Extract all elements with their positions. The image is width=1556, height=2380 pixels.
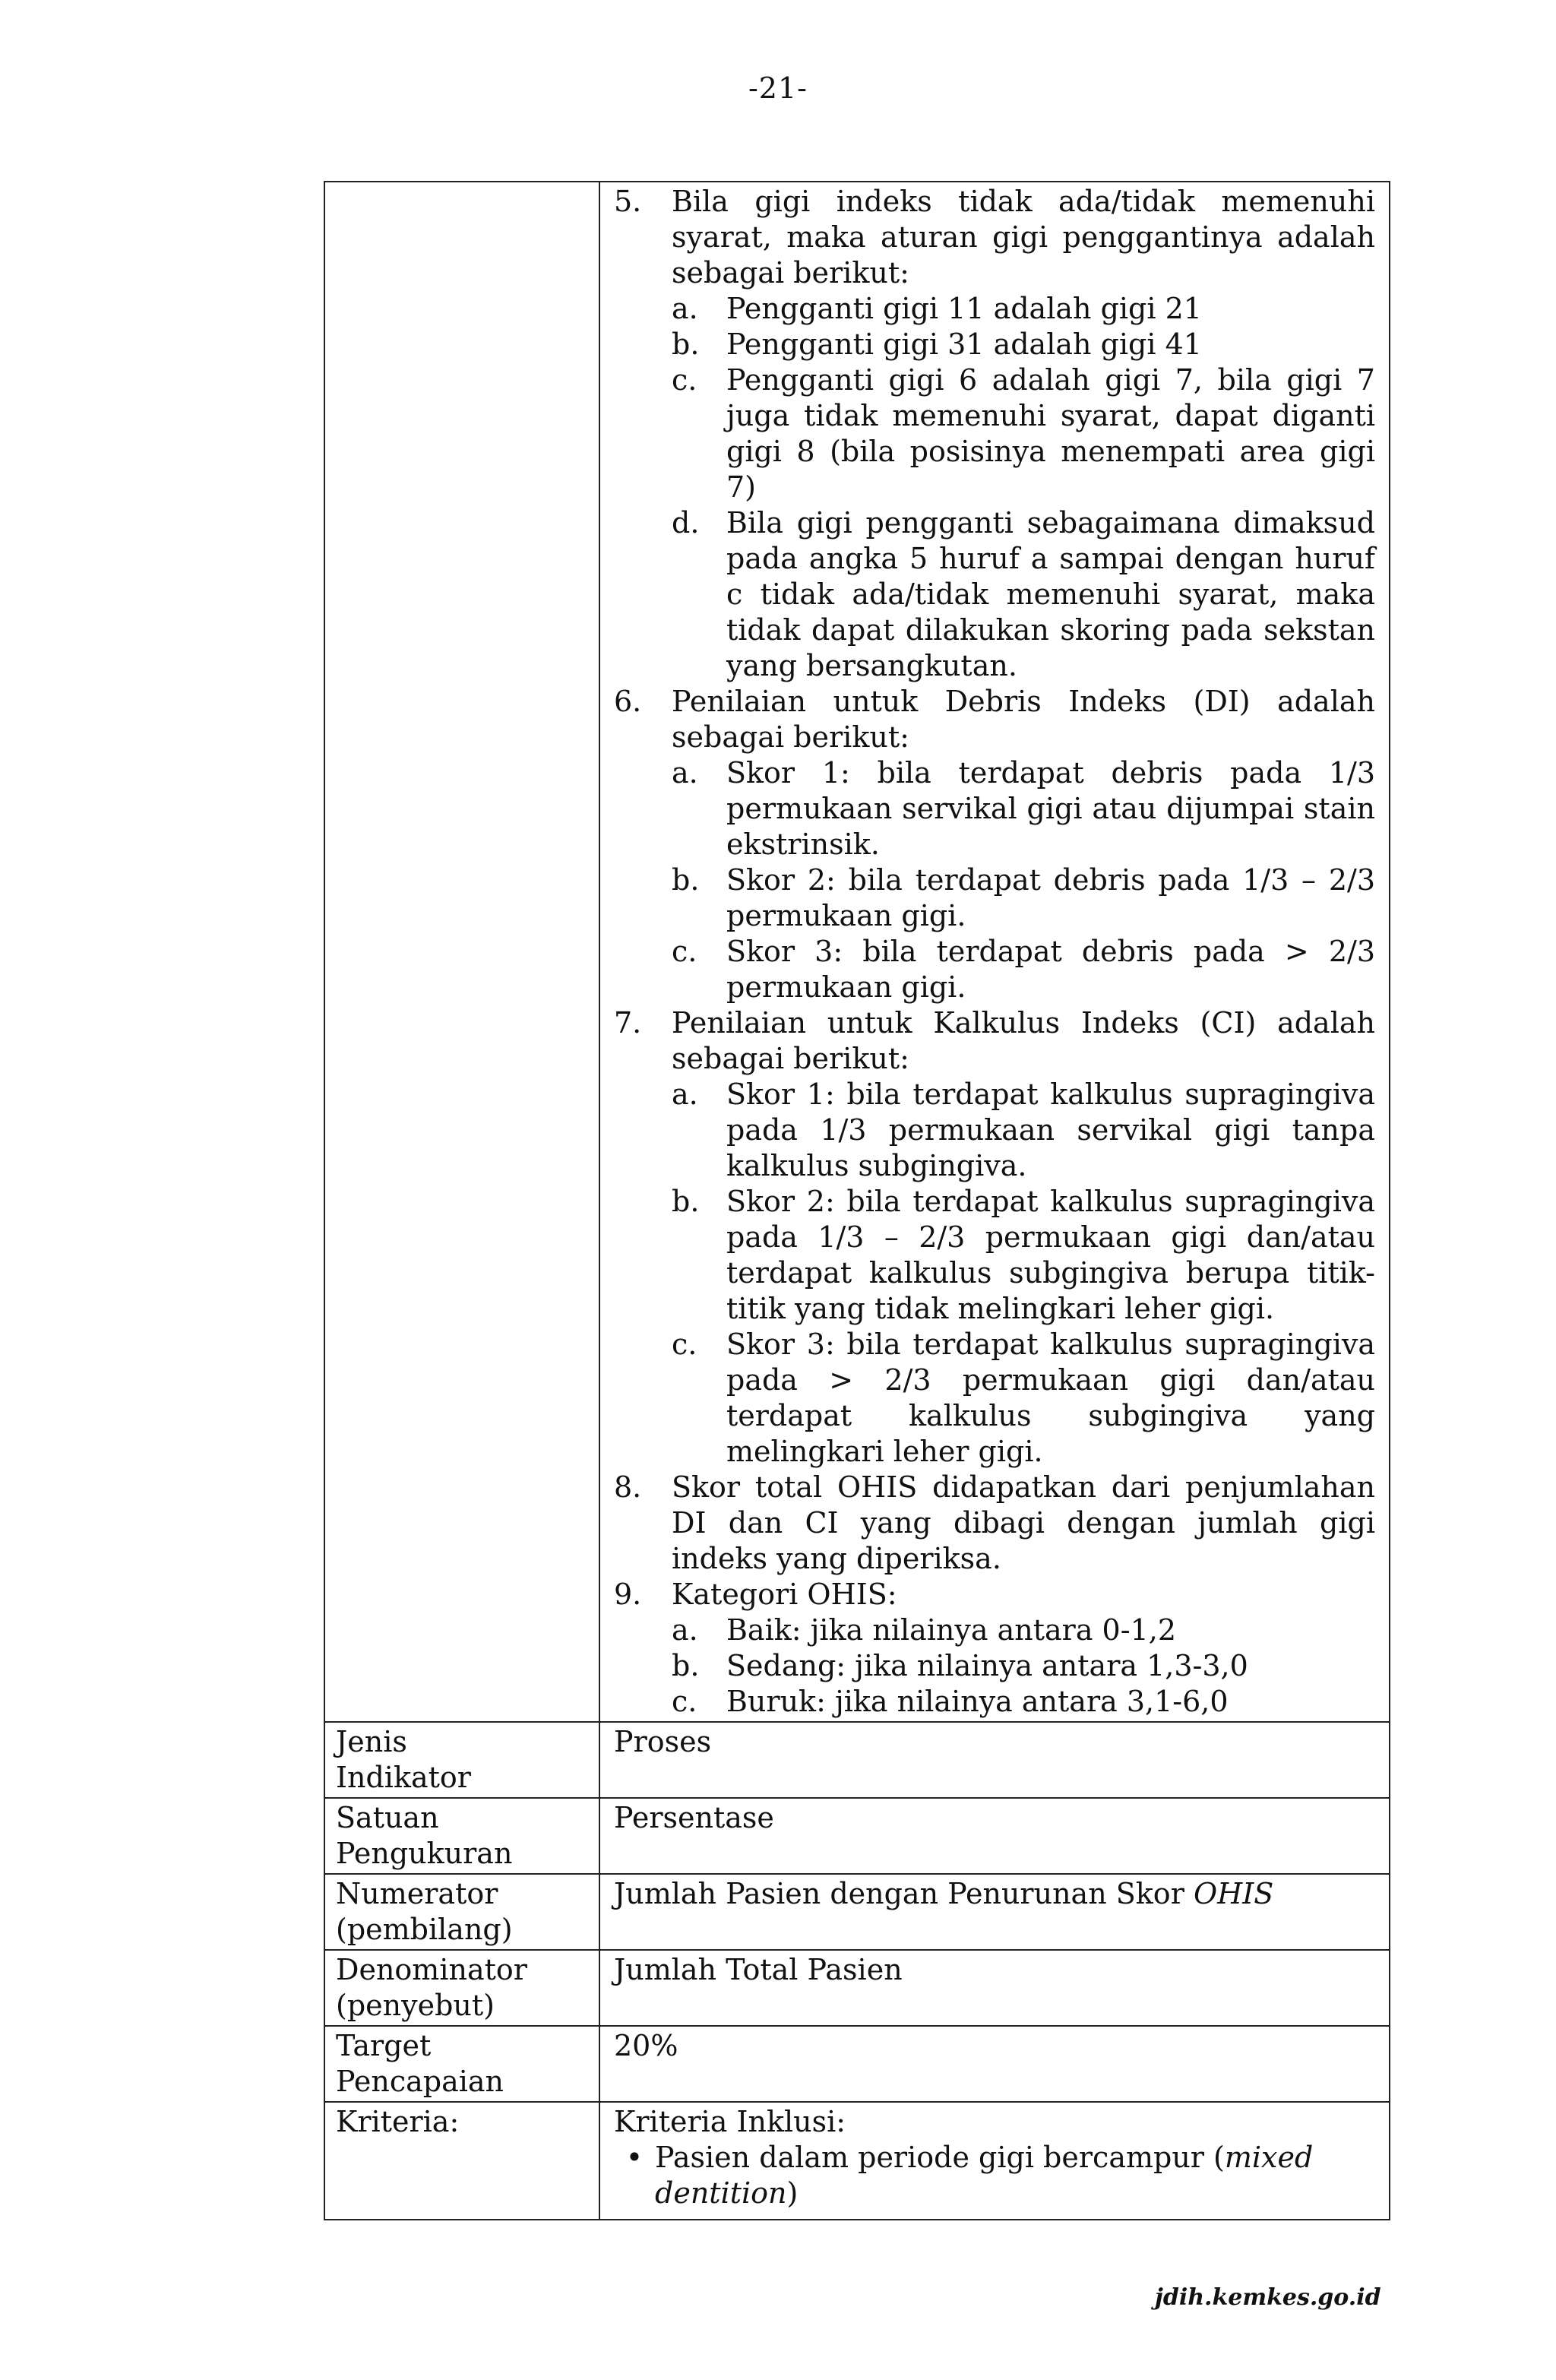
sub-item-text: Skor 1: bila terdapat debris pada 1/3 permukaan servikal gigi atau dijumpai stain ekstrinsik.	[726, 756, 1375, 861]
label-line: (penyebut)	[336, 1989, 495, 2022]
bullet-text-plain: Pasien dalam periode gigi bercampur (	[655, 2141, 1225, 2174]
item-text: Kategori OHIS:	[672, 1578, 897, 1611]
row-value	[599, 2102, 1390, 2220]
indicator-table	[324, 181, 1390, 2220]
sub-item	[672, 1613, 1375, 1648]
sub-item	[672, 362, 1375, 505]
sub-item	[672, 1327, 1375, 1470]
table-row-denominator	[324, 1950, 1390, 2026]
numerator-text: Jumlah Pasien dengan Penurunan Skor	[614, 1877, 1194, 1910]
item-text: Bila gigi indeks tidak ada/tidak memenuhi syarat, maka aturan gigi penggantinya adalah sebagai berikut:	[672, 185, 1375, 290]
row-label	[324, 1950, 599, 2026]
table-row-satuan	[324, 1798, 1390, 1874]
sub-item-text: Bila gigi pengganti sebagaimana dimaksud pada angka 5 huruf a sampai dengan huruf c tidak ada/tidak memenuhi syarat, maka tidak dapat dilakukan skoring pada sekstan yang bersangkutan.	[726, 506, 1375, 682]
footer-link[interactable]: jdih.kemkes.go.id	[1155, 2284, 1381, 2311]
table-row-numerator	[324, 1874, 1390, 1950]
list-item	[614, 184, 1375, 684]
sub-item-text: Skor 3: bila terdapat debris pada > 2/3 permukaan gigi.	[726, 935, 1375, 1004]
sub-item-text: Skor 2: bila terdapat kalkulus supragingiva pada 1/3 – 2/3 permukaan gigi dan/atau terdapat kalkulus subgingiva berupa titik-titik yang tidak melingkari leher gigi.	[726, 1185, 1375, 1325]
sub-item-letter: b.	[672, 1185, 700, 1218]
sub-item-text: Pengganti gigi 31 adalah gigi 41	[726, 328, 1202, 361]
sub-item-text: Skor 2: bila terdapat debris pada 1/3 – 2/3 permukaan gigi.	[726, 863, 1375, 932]
sub-item	[672, 327, 1375, 362]
sub-item-letter: a.	[672, 1613, 698, 1647]
row-value: Proses	[599, 1722, 1390, 1798]
sub-item-letter: c.	[672, 1328, 697, 1361]
sub-item-text: Buruk: jika nilainya antara 3,1-6,0	[726, 1685, 1229, 1718]
label-line: Target	[336, 2029, 432, 2062]
sub-item-letter: a.	[672, 756, 698, 790]
row-value: Jumlah Total Pasien	[599, 1950, 1390, 2026]
sub-item-letter: b.	[672, 328, 700, 361]
row-label: Kriteria:	[324, 2102, 599, 2220]
bullet-text-italic: mixed dentition	[655, 2141, 1314, 2210]
sub-item-text: Pengganti gigi 11 adalah gigi 21	[726, 292, 1202, 325]
sub-item	[672, 755, 1375, 862]
item-text: Skor total OHIS didapatkan dari penjumlahan DI dan CI yang dibagi dengan jumlah gigi indeks yang diperiksa.	[672, 1470, 1375, 1575]
page-number: -21-	[748, 71, 808, 105]
label-line: Jenis	[336, 1725, 407, 1758]
numerator-italic: OHIS	[1193, 1877, 1274, 1910]
item-body	[672, 184, 1375, 684]
sub-item-letter: a.	[672, 292, 698, 325]
sub-item-text: Skor 3: bila terdapat kalkulus supragingiva pada > 2/3 permukaan gigi dan/atau terdapat kalkulus subgingiva yang melingkari leher gigi.	[726, 1328, 1375, 1468]
sub-item	[672, 1684, 1375, 1720]
row-value	[599, 1874, 1390, 1950]
item-body	[672, 684, 1375, 1005]
sub-item	[672, 1648, 1375, 1684]
continuation-row	[324, 182, 1390, 1722]
sub-item	[672, 1184, 1375, 1327]
row-label	[324, 1798, 599, 1874]
list-item	[614, 1470, 1375, 1577]
list-item	[614, 684, 1375, 1005]
table-row-target	[324, 2026, 1390, 2102]
sub-item-text: Pengganti gigi 6 adalah gigi 7, bila gigi 7 juga tidak memenuhi syarat, dapat diganti gigi 8 (bila posisinya menempati area gigi 7)	[726, 363, 1375, 504]
list-item	[614, 2140, 1375, 2211]
item-number: 9.	[614, 1578, 642, 1611]
bullet-icon: •	[625, 2141, 644, 2174]
table-row-jenis	[324, 1722, 1390, 1798]
sub-item-letter: c.	[672, 363, 697, 397]
label-line: Pengukuran	[336, 1837, 513, 1870]
list-item	[614, 1005, 1375, 1470]
label-line: Satuan	[336, 1801, 439, 1834]
item-number: 6.	[614, 685, 642, 718]
sub-item-letter: b.	[672, 1649, 700, 1682]
row-value: 20%	[599, 2026, 1390, 2102]
empty-label-cell	[324, 182, 599, 1722]
bullet-text	[655, 2140, 1375, 2211]
item-number: 7.	[614, 1006, 642, 1040]
sub-item-letter: a.	[672, 1078, 698, 1111]
row-value: Persentase	[599, 1798, 1390, 1874]
sub-item-letter: b.	[672, 863, 700, 897]
item-number: 8.	[614, 1470, 642, 1504]
item-body	[672, 1470, 1375, 1577]
label-line: Denominator	[336, 1953, 527, 1986]
sub-item	[672, 1077, 1375, 1184]
table-row-kriteria	[324, 2102, 1390, 2220]
continuation-cell	[599, 182, 1390, 1722]
sub-item-letter: c.	[672, 1685, 697, 1718]
item-text: Penilaian untuk Kalkulus Indeks (CI) adalah sebagai berikut:	[672, 1006, 1375, 1075]
item-number: 5.	[614, 185, 642, 218]
list-item	[614, 1577, 1375, 1720]
sub-item	[672, 291, 1375, 327]
label-line: Numerator	[336, 1877, 498, 1910]
sub-item-letter: c.	[672, 935, 697, 968]
label-line: Pencapaian	[336, 2065, 504, 2098]
item-body	[672, 1577, 1375, 1720]
kriteria-heading: Kriteria Inklusi:	[614, 2105, 846, 2138]
sub-item-text: Baik: jika nilainya antara 0-1,2	[726, 1613, 1177, 1647]
sub-item	[672, 934, 1375, 1005]
sub-item	[672, 505, 1375, 684]
sub-item-text: Skor 1: bila terdapat kalkulus supragingiva pada 1/3 permukaan servikal gigi tanpa kalkulus subgingiva.	[726, 1078, 1375, 1182]
sub-item	[672, 862, 1375, 934]
row-label	[324, 1874, 599, 1950]
item-body	[672, 1005, 1375, 1470]
item-text: Penilaian untuk Debris Indeks (DI) adalah sebagai berikut:	[672, 685, 1375, 754]
sub-item-letter: d.	[672, 506, 700, 540]
row-label	[324, 1722, 599, 1798]
numbered-list	[614, 184, 1375, 1720]
label-line: Indikator	[336, 1761, 471, 1794]
label-line: (pembilang)	[336, 1913, 513, 1946]
bullet-text-end: )	[786, 2176, 799, 2210]
row-label	[324, 2026, 599, 2102]
sub-item-text: Sedang: jika nilainya antara 1,3-3,0	[726, 1649, 1248, 1682]
